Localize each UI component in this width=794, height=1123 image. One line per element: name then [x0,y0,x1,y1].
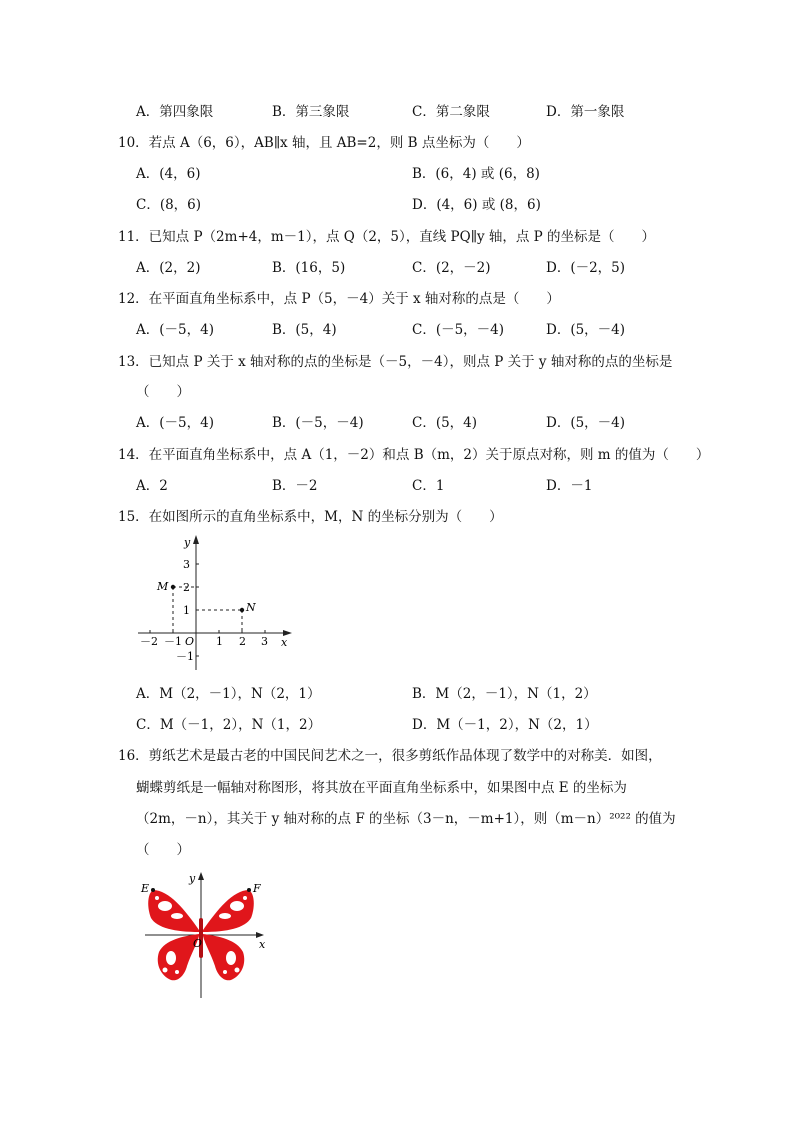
x-tick-neg1: －1 [164,635,182,648]
q12-option-c: C．(－5，－4) [412,322,505,338]
y-axis-label: y [184,536,191,549]
y-tick-neg1: －1 [176,650,194,663]
q13-option-d: D．(5，－4) [546,415,626,431]
q9-option-b: B．第三象限 [272,104,350,120]
q12-option-b: B．(5，4) [272,322,337,338]
q10-option-d: D．(4，6) 或 (8，6) [412,197,541,213]
point-m [171,585,175,589]
q14-option-d: D．－1 [546,478,593,494]
q16-stem-line3: （2m，－n），其关于 y 轴对称的点 F 的坐标（3－n，－m+1），则（m－n）²⁰²² 的值为 [136,811,676,827]
y-axis-label: y [189,872,196,885]
point-f [247,888,251,892]
q14-option-c: C．1 [412,478,445,494]
x-tick-neg2: －2 [140,635,158,648]
q9-option-a: A．第四象限 [136,104,214,120]
q10-option-b: B．(6，4) 或 (6，8) [412,166,540,182]
q15-option-c: C．M（－1，2），N（1，2） [136,717,322,733]
x-tick-2: 2 [239,635,246,648]
q14-option-a: A．2 [136,478,168,494]
y-axis-arrow [193,535,199,544]
q9-option-d: D．第一象限 [546,104,625,120]
q10-option-a: A．(4，6) [136,166,201,182]
q11-option-b: B．(16，5) [272,260,346,276]
q10-option-c: C．(8，6) [136,197,202,213]
y-tick-2: 2 [183,581,190,594]
point-e [151,888,155,892]
q15-option-b: B．M（2，－1），N（1，2） [412,686,597,702]
q14-option-b: B．－2 [272,478,318,494]
q16-stem-line1: 16．剪纸艺术是最古老的中国民间艺术之一，很多剪纸作品体现了数学中的对称美．如图， [118,748,662,764]
q13-option-b: B．(－5，－4) [272,415,364,431]
label-m: M [157,580,169,593]
q11-option-d: D．(－2，5) [546,260,626,276]
q15-stem: 15．在如图所示的直角坐标系中，M，N 的坐标分别为（ ） [118,509,503,525]
q13-option-a: A．(－5，4) [136,415,214,431]
x-axis-label: x [281,636,288,649]
q16-stem-line4: （ ） [136,842,190,858]
q13-stem-line1: 13．已知点 P 关于 x 轴对称的点的坐标是（－5，－4），则点 P 关于 y 轴对称的点的坐标是 [118,354,673,370]
label-n: N [246,601,256,614]
point-n [240,608,244,612]
q16-stem-line2: 蝴蝶剪纸是一幅轴对称图形，将其放在平面直角坐标系中，如果图中点 E 的坐标为 [136,780,627,796]
x-axis-label: x [259,938,266,951]
label-e: E [141,882,150,895]
q16-butterfly-figure [135,868,275,1003]
q13-option-c: C．(5，4) [412,415,478,431]
q10-stem: 10．若点 A（6，6），AB∥x 轴，且 AB=2，则 B 点坐标为（ ） [118,135,530,151]
q9-option-c: C．第二象限 [412,104,490,120]
origin-label: O [193,937,203,950]
q11-option-a: A．(2，2) [136,260,201,276]
origin-label: O [185,635,195,648]
x-tick-3: 3 [261,635,268,648]
y-tick-3: 3 [183,558,190,571]
q15-option-d: D．M（－1，2），N（2，1） [412,717,598,733]
q11-option-c: C．(2，－2) [412,260,491,276]
y-tick-1: 1 [183,604,190,617]
q13-stem-line2: （ ） [136,384,190,400]
q12-option-a: A．(－5，4) [136,322,214,338]
label-f: F [253,882,261,895]
x-tick-1: 1 [216,635,223,648]
q15-option-a: A．M（2，－1），N（2，1） [136,686,321,702]
q14-stem: 14．在平面直角坐标系中，点 A（1，－2）和点 B（m，2）关于原点对称，则 m 的值为（ ） [118,447,710,463]
q15-coordinate-figure [130,530,300,675]
q12-option-d: D．(5，－4) [546,322,626,338]
y-axis-arrow [198,872,204,880]
q12-stem: 12．在平面直角坐标系中，点 P（5，－4）关于 x 轴对称的点是（ ） [118,291,560,307]
q11-stem: 11．已知点 P（2m+4，m－1），点 Q（2，5），直线 PQ∥y 轴，点 P 的坐标是（ ） [118,229,656,245]
